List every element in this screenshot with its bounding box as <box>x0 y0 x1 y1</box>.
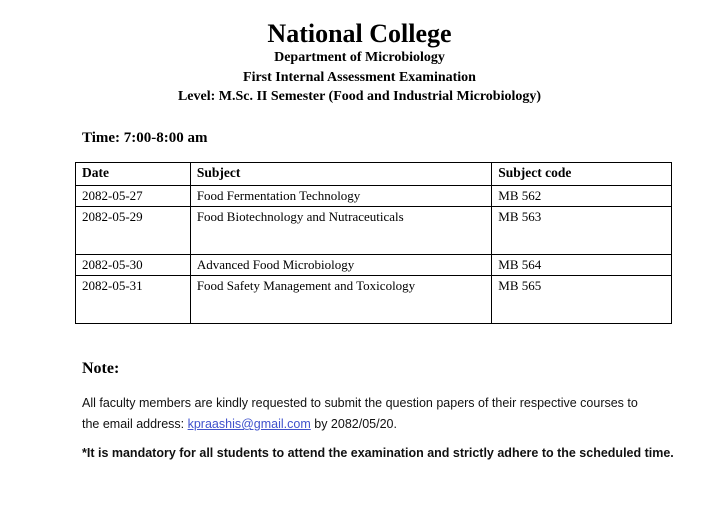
code-cell: MB 565 <box>492 276 672 324</box>
date-cell: 2082-05-29 <box>76 207 191 255</box>
time-label: Time: 7:00-8:00 am <box>82 129 208 146</box>
document-header <box>0 0 719 107</box>
table-row <box>76 207 672 255</box>
date-cell: 2082-05-30 <box>76 255 191 276</box>
level-subtitle: Level: M.Sc. II Semester (Food and Industrial Microbiology) <box>177 89 542 104</box>
table-row <box>76 186 672 207</box>
exam-subtitle: First Internal Assessment Examination <box>243 69 476 85</box>
col-header-subject: Subject <box>190 163 491 186</box>
subject-cell: Food Safety Management and Toxicology <box>190 276 491 324</box>
code-cell: MB 564 <box>492 255 672 276</box>
subject-cell: Food Fermentation Technology <box>190 186 491 207</box>
code-cell: MB 562 <box>492 186 672 207</box>
table-header-row <box>76 163 672 186</box>
subject-cell: Advanced Food Microbiology <box>190 255 491 276</box>
note-text-before-email: All faculty members are kindly requested to submit the question papers of their respective courses to the email address: <box>82 396 638 431</box>
email-link[interactable]: kpraashis@gmail.com <box>187 417 311 431</box>
mandatory-note: *It is mandatory for all students to attend the examination and strictly adhere to the scheduled time. <box>82 446 674 460</box>
department-subtitle: Department of Microbiology <box>274 50 445 65</box>
date-cell: 2082-05-31 <box>76 276 191 324</box>
table-row <box>76 276 672 324</box>
code-cell: MB 563 <box>492 207 672 255</box>
college-title: National College <box>267 19 452 48</box>
note-heading: Note: <box>82 360 120 377</box>
note-paragraph <box>82 393 638 435</box>
subject-cell: Food Biotechnology and Nutraceuticals <box>190 207 491 255</box>
col-header-date: Date <box>76 163 191 186</box>
exam-schedule-table <box>75 162 672 324</box>
note-text-after-email: by 2082/05/20. <box>310 417 397 431</box>
table-row <box>76 255 672 276</box>
date-cell: 2082-05-27 <box>76 186 191 207</box>
col-header-subject-code: Subject code <box>492 163 672 186</box>
